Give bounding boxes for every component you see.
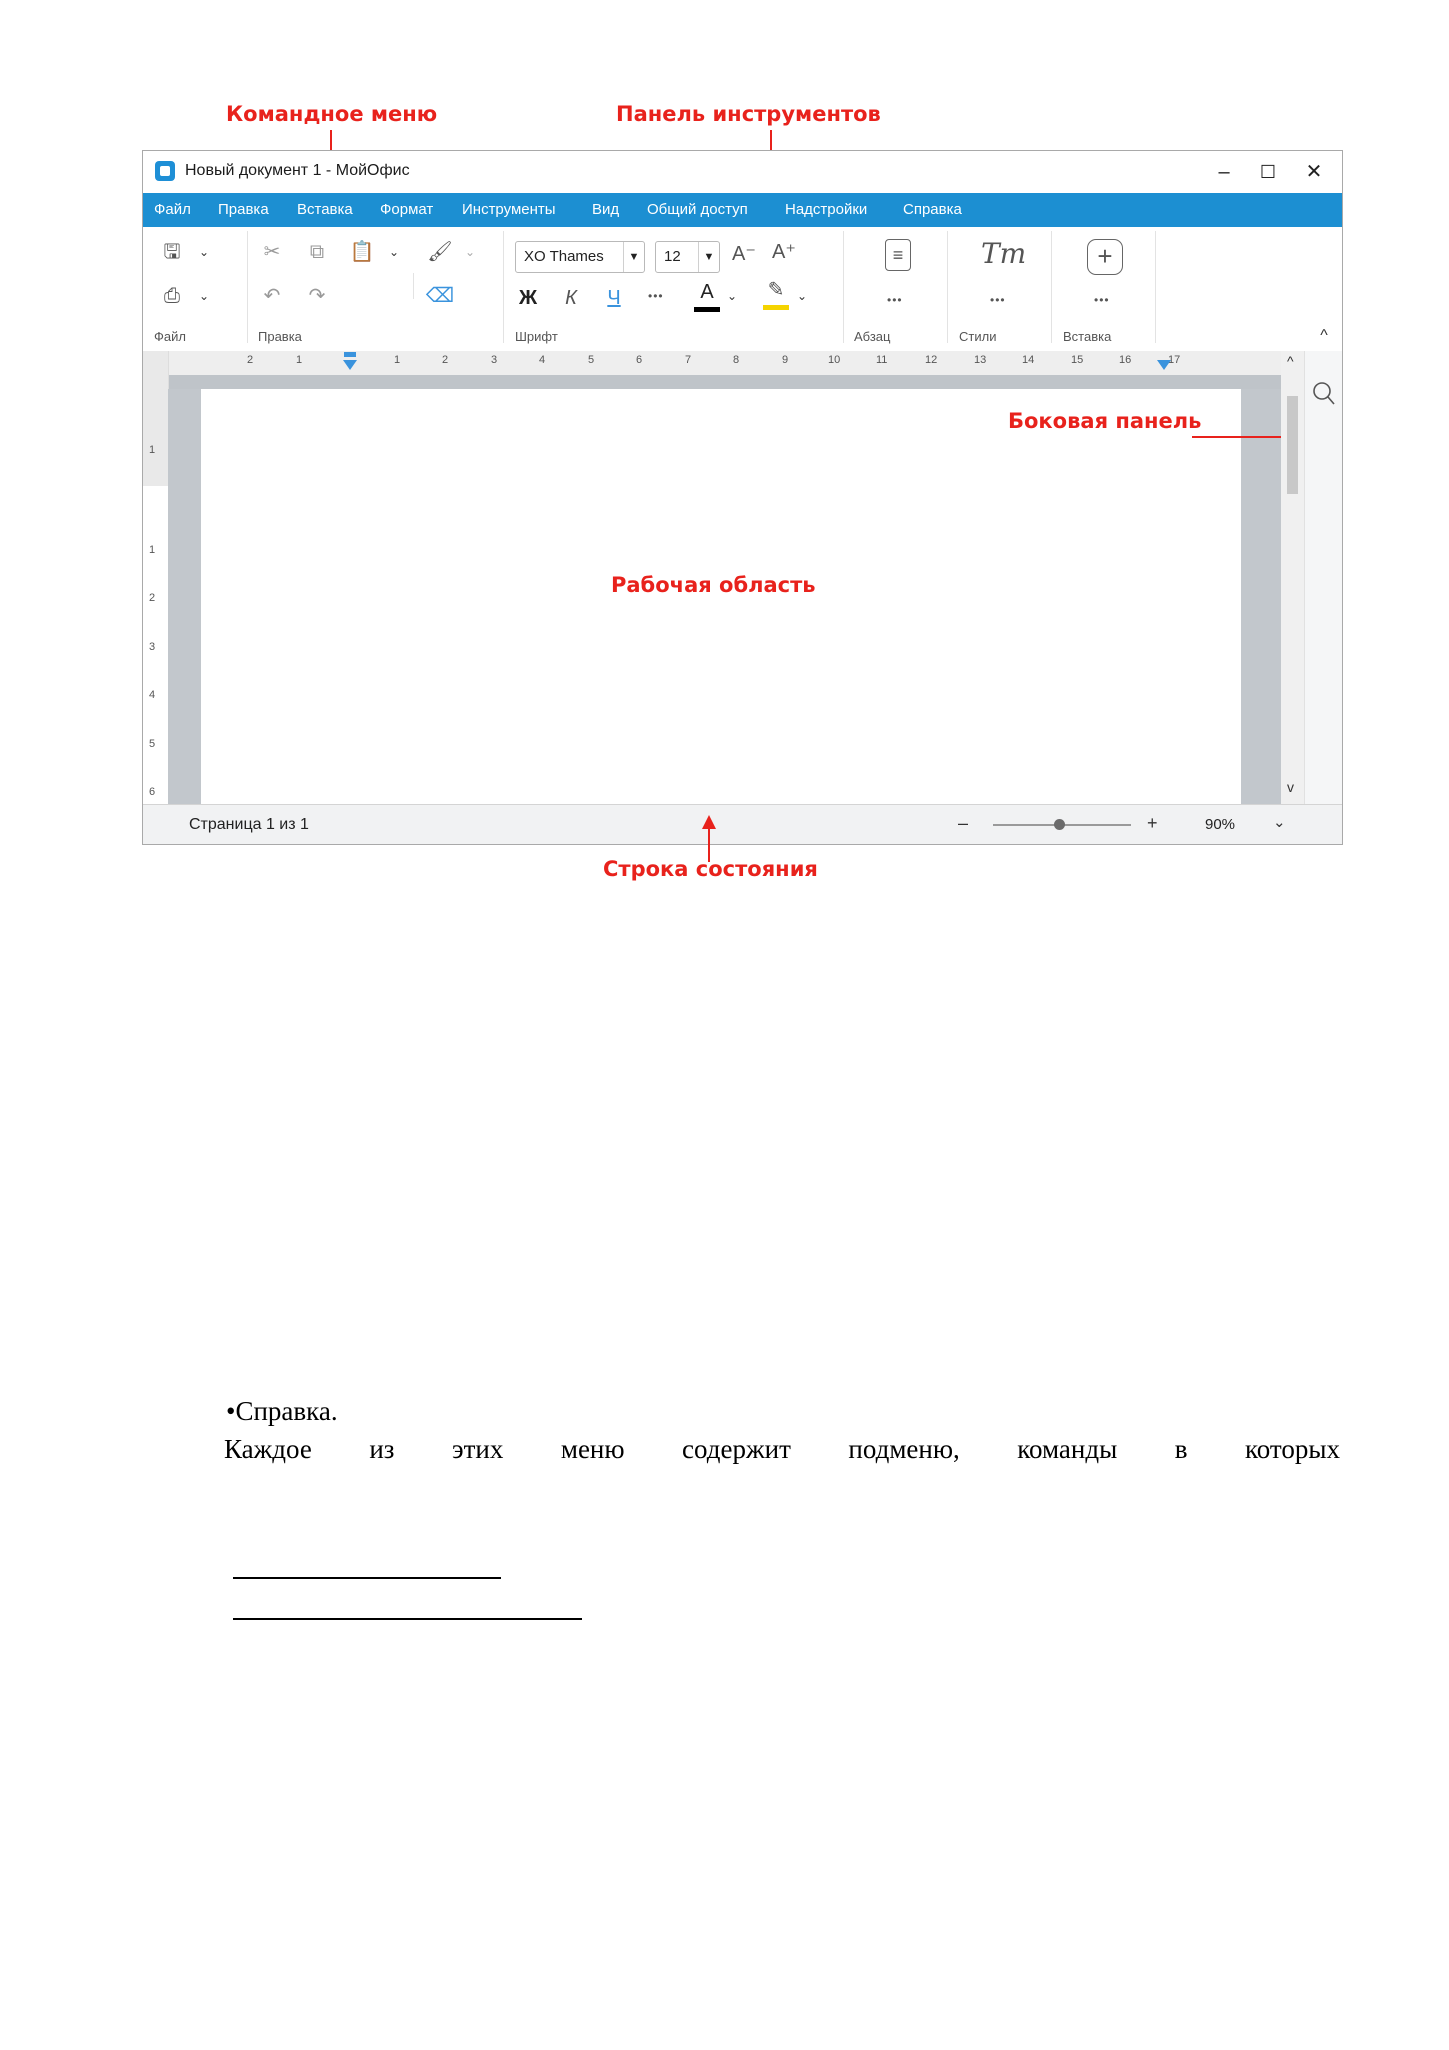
toolbar-divider: [843, 231, 844, 343]
chevron-down-icon: ▼: [623, 242, 644, 272]
app-window: [142, 150, 1343, 845]
ruler-number: 5: [588, 354, 595, 366]
font-size-select[interactable]: [655, 241, 720, 273]
toolbar-divider: [413, 273, 414, 299]
close-button[interactable]: ✕: [1305, 161, 1323, 183]
ruler-number: 15: [1071, 354, 1084, 366]
callout-work-area: Рабочая область: [611, 573, 816, 597]
paragraph-more-icon[interactable]: •••: [887, 293, 903, 307]
minimize-button[interactable]: –: [1218, 161, 1230, 183]
bold-button[interactable]: Ж: [518, 287, 538, 309]
ruler-number: 13: [974, 354, 987, 366]
ruler-number: 5: [149, 738, 156, 750]
bullet-line: •Справка.: [226, 1396, 338, 1426]
title-bar: [143, 151, 1342, 193]
menu-sharing[interactable]: Общий доступ: [647, 201, 748, 218]
callout-command-menu: Командное меню: [226, 102, 438, 126]
styles-icon[interactable]: Tт: [981, 237, 1027, 270]
callout-toolbar: Панель инструментов: [616, 102, 881, 126]
paste-icon[interactable]: 📋: [349, 241, 375, 263]
ruler-number: 1: [149, 544, 156, 556]
menu-help[interactable]: Справка: [903, 201, 962, 218]
toolbar-divider: [1051, 231, 1052, 343]
ruler-number: 7: [685, 354, 692, 366]
font-name-value: XO Thames: [524, 248, 604, 265]
toolbar-divider: [1155, 231, 1156, 343]
group-label-insert: Вставка: [1063, 329, 1112, 344]
italic-button[interactable]: К: [565, 287, 577, 309]
font-color-letter: A: [700, 281, 714, 303]
copy-icon[interactable]: ⧉: [309, 241, 325, 263]
vertical-scrollbar[interactable]: [1281, 351, 1304, 804]
group-label-font: Шрифт: [515, 329, 558, 344]
footnote-separator-line: [233, 1577, 501, 1579]
scroll-down-chevron-icon[interactable]: v: [1287, 779, 1294, 795]
ruler-number: 8: [733, 354, 740, 366]
ruler-number: 10: [828, 354, 841, 366]
insert-plus-icon[interactable]: +: [1087, 239, 1123, 275]
page-counter: Страница 1 из 1: [189, 816, 309, 833]
menu-edit[interactable]: Правка: [218, 201, 269, 218]
redo-icon[interactable]: ↷: [308, 285, 326, 307]
ruler-number: 1: [149, 444, 156, 456]
undo-icon[interactable]: ↶: [263, 285, 281, 307]
chevron-down-icon: ▼: [698, 242, 719, 272]
ruler-number: 9: [782, 354, 789, 366]
group-label-file: Файл: [154, 329, 186, 344]
font-decrease-button[interactable]: A⁻: [732, 243, 756, 265]
ruler-number: 17: [1168, 354, 1181, 366]
menu-view[interactable]: Вид: [592, 201, 620, 218]
zoom-dropdown-chevron-icon[interactable]: ⌄: [1273, 814, 1286, 831]
font-size-value: 12: [664, 248, 681, 265]
ruler-number: 14: [1022, 354, 1035, 366]
ruler-number: 1: [296, 354, 303, 366]
ruler-number: 2: [149, 592, 156, 604]
ruler-number: 2: [442, 354, 449, 366]
clear-format-icon[interactable]: ⌫: [425, 285, 455, 307]
footnote-separator-line: [233, 1618, 582, 1620]
ruler-number: 4: [539, 354, 546, 366]
ruler-number: 1: [394, 354, 401, 366]
group-label-paragraph: Абзац: [854, 329, 891, 344]
side-panel: [1304, 351, 1343, 804]
scrollbar-thumb[interactable]: [1287, 396, 1298, 494]
ruler-number: 12: [925, 354, 938, 366]
vertical-ruler-margin: [143, 351, 168, 486]
paste-dropdown-chevron-icon[interactable]: ⌄: [388, 245, 400, 259]
save-icon[interactable]: 🖫: [163, 241, 181, 263]
toolbar-divider: [503, 231, 504, 343]
highlight-button[interactable]: [761, 275, 791, 305]
right-indent-marker-icon[interactable]: [1157, 360, 1171, 370]
ruler-number: 3: [149, 641, 156, 653]
insert-more-icon[interactable]: •••: [1094, 293, 1110, 307]
vertical-ruler: [143, 351, 169, 801]
print-icon[interactable]: ⎙: [164, 285, 180, 307]
font-increase-button[interactable]: A⁺: [772, 241, 796, 263]
zoom-slider-handle[interactable]: [1054, 819, 1065, 830]
left-indent-marker-icon[interactable]: [343, 360, 357, 370]
ruler-margin-strip: [168, 375, 1281, 389]
collapse-ribbon-chevron-icon[interactable]: ^: [1320, 327, 1328, 344]
callout-status-bar-arrow: [708, 817, 710, 862]
menu-tools[interactable]: Инструменты: [462, 201, 556, 218]
ruler-number: 16: [1119, 354, 1132, 366]
format-painter-chevron-icon[interactable]: ⌄: [464, 245, 476, 259]
ruler-number: 11: [876, 354, 888, 366]
toolbar: [143, 227, 1342, 351]
menu-insert[interactable]: Вставка: [297, 201, 353, 218]
underline-button[interactable]: Ч: [607, 287, 621, 309]
toolbar-divider: [247, 231, 248, 343]
document-page[interactable]: [201, 389, 1241, 804]
ruler-number: 6: [636, 354, 643, 366]
zoom-level: 90%: [1205, 816, 1236, 833]
font-color-swatch: [694, 307, 720, 312]
group-label-styles: Стили: [959, 329, 997, 344]
font-color-chevron-icon[interactable]: ⌄: [726, 289, 738, 303]
window-title: Новый документ 1 - МойОфис: [185, 162, 410, 179]
print-dropdown-chevron-icon[interactable]: ⌄: [198, 289, 210, 303]
format-painter-icon[interactable]: 🖌: [427, 241, 453, 263]
zoom-out-button[interactable]: –: [958, 813, 969, 833]
font-color-button[interactable]: [692, 277, 722, 307]
search-icon[interactable]: [1312, 381, 1336, 407]
work-area: [168, 389, 1281, 804]
highlight-chevron-icon[interactable]: ⌄: [796, 289, 808, 303]
toolbar-divider: [947, 231, 948, 343]
callout-status-bar: Строка состояния: [603, 857, 818, 881]
command-menu: [143, 193, 1342, 227]
paragraph-icon[interactable]: ≡: [885, 239, 911, 271]
font-name-select[interactable]: [515, 241, 645, 273]
maximize-button[interactable]: ☐: [1259, 162, 1277, 182]
ruler-number: 3: [491, 354, 498, 366]
group-label-edit: Правка: [258, 329, 302, 344]
horizontal-ruler: [168, 351, 1281, 375]
scroll-up-chevron-icon[interactable]: ^: [1287, 353, 1294, 369]
zoom-in-button[interactable]: +: [1147, 813, 1158, 833]
highlight-color-swatch: [763, 305, 789, 310]
ruler-number: 6: [149, 786, 156, 798]
ruler-number: 4: [149, 689, 156, 701]
styles-more-icon[interactable]: •••: [990, 293, 1006, 307]
callout-side-panel: Боковая панель: [1008, 409, 1202, 433]
first-line-indent-marker-icon[interactable]: [344, 352, 356, 357]
menu-format[interactable]: Формат: [380, 201, 434, 218]
cut-icon[interactable]: ✂: [263, 241, 281, 263]
menu-file[interactable]: Файл: [154, 201, 191, 218]
more-font-options-icon[interactable]: •••: [648, 289, 664, 303]
paragraph-line: Каждое из этих меню содержит подменю, команды в которых: [224, 1434, 1340, 1464]
status-bar: [143, 804, 1342, 845]
highlight-pen-icon: ✎: [767, 279, 785, 301]
app-logo-icon: [155, 161, 175, 181]
ruler-number: 2: [247, 354, 254, 366]
save-dropdown-chevron-icon[interactable]: ⌄: [198, 245, 210, 259]
menu-addons[interactable]: Надстройки: [785, 201, 868, 218]
